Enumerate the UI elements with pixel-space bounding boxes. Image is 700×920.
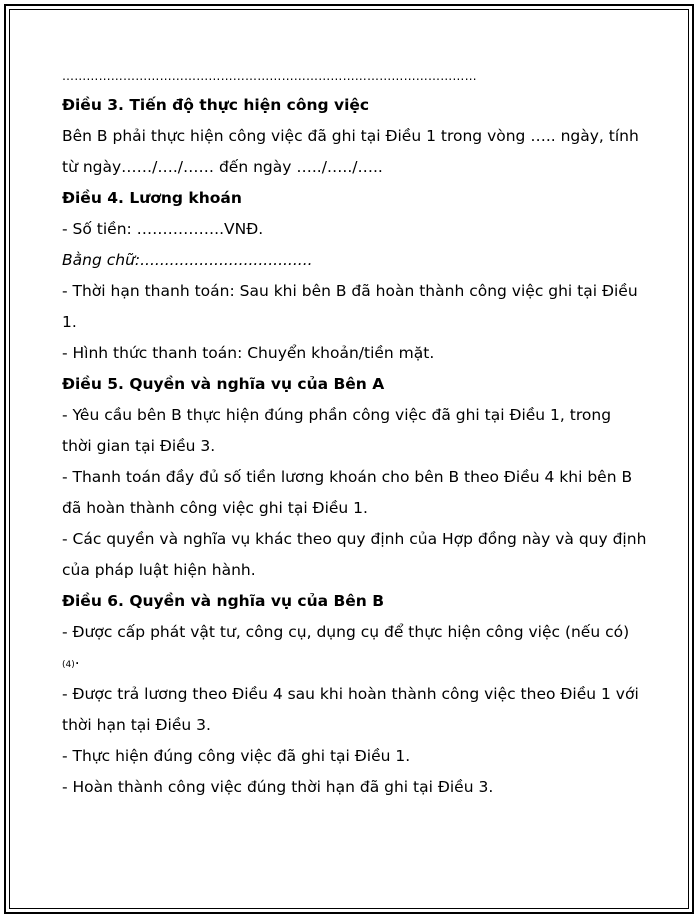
article-5-line: - Các quyền và nghĩa vụ khác theo quy định của Hợp đồng này và quy định	[62, 530, 647, 548]
article-5-line: của pháp luật hiện hành.	[62, 561, 256, 579]
article-3-line: Bên B phải thực hiện công việc đã ghi tại Điều 1 trong vòng ….. ngày, tính	[62, 127, 639, 145]
amount-in-words-line: Bằng chữ:...................................	[62, 251, 313, 269]
dotted-fill-line: …………………………………………………………………………………………	[62, 69, 477, 83]
article-6-line: - Được trả lương theo Điều 4 sau khi hoàn thành công việc theo Điều 1 với	[62, 685, 639, 703]
document-body	[62, 62, 652, 803]
article-3-line: từ ngày……/…./…… đến ngày …../…../…..	[62, 158, 383, 176]
footnote-mark: (4)	[62, 660, 75, 670]
payment-method-line: - Hình thức thanh toán: Chuyển khoản/tiền mặt.	[62, 344, 435, 362]
article-5-line: - Yêu cầu bên B thực hiện đúng phần công việc đã ghi tại Điều 1, trong	[62, 406, 612, 424]
article-6-line: - Hoàn thành công việc đúng thời hạn đã ghi tại Điều 3.	[62, 778, 494, 796]
article-6-line: - Thực hiện đúng công việc đã ghi tại Điều 1.	[62, 747, 411, 765]
payment-term-line-cont: 1.	[62, 313, 77, 331]
article-5-line: thời gian tại Điều 3.	[62, 437, 216, 455]
article-5-line: - Thanh toán đầy đủ số tiền lương khoán cho bên B theo Điều 4 khi bên B	[62, 468, 633, 486]
amount-line: - Số tiền: ……………..VNĐ.	[62, 220, 264, 238]
article-6-line: thời hạn tại Điều 3.	[62, 716, 211, 734]
article-6-heading: Điều 6. Quyền và nghĩa vụ của Bên B	[62, 592, 385, 610]
article-3-heading: Điều 3. Tiến độ thực hiện công việc	[62, 96, 370, 114]
payment-term-line: - Thời hạn thanh toán: Sau khi bên B đã hoàn thành công việc ghi tại Điều	[62, 282, 638, 300]
article-5-heading: Điều 5. Quyền và nghĩa vụ của Bên A	[62, 375, 385, 393]
footnote-period: .	[74, 650, 80, 668]
article-6-supply-line: - Được cấp phát vật tư, công cụ, dụng cụ để thực hiện công việc (nếu có)	[62, 623, 630, 641]
article-4-heading: Điều 4. Lương khoán	[62, 189, 242, 207]
article-5-line: đã hoàn thành công việc ghi tại Điều 1.	[62, 499, 368, 517]
footnote-line	[62, 648, 652, 679]
